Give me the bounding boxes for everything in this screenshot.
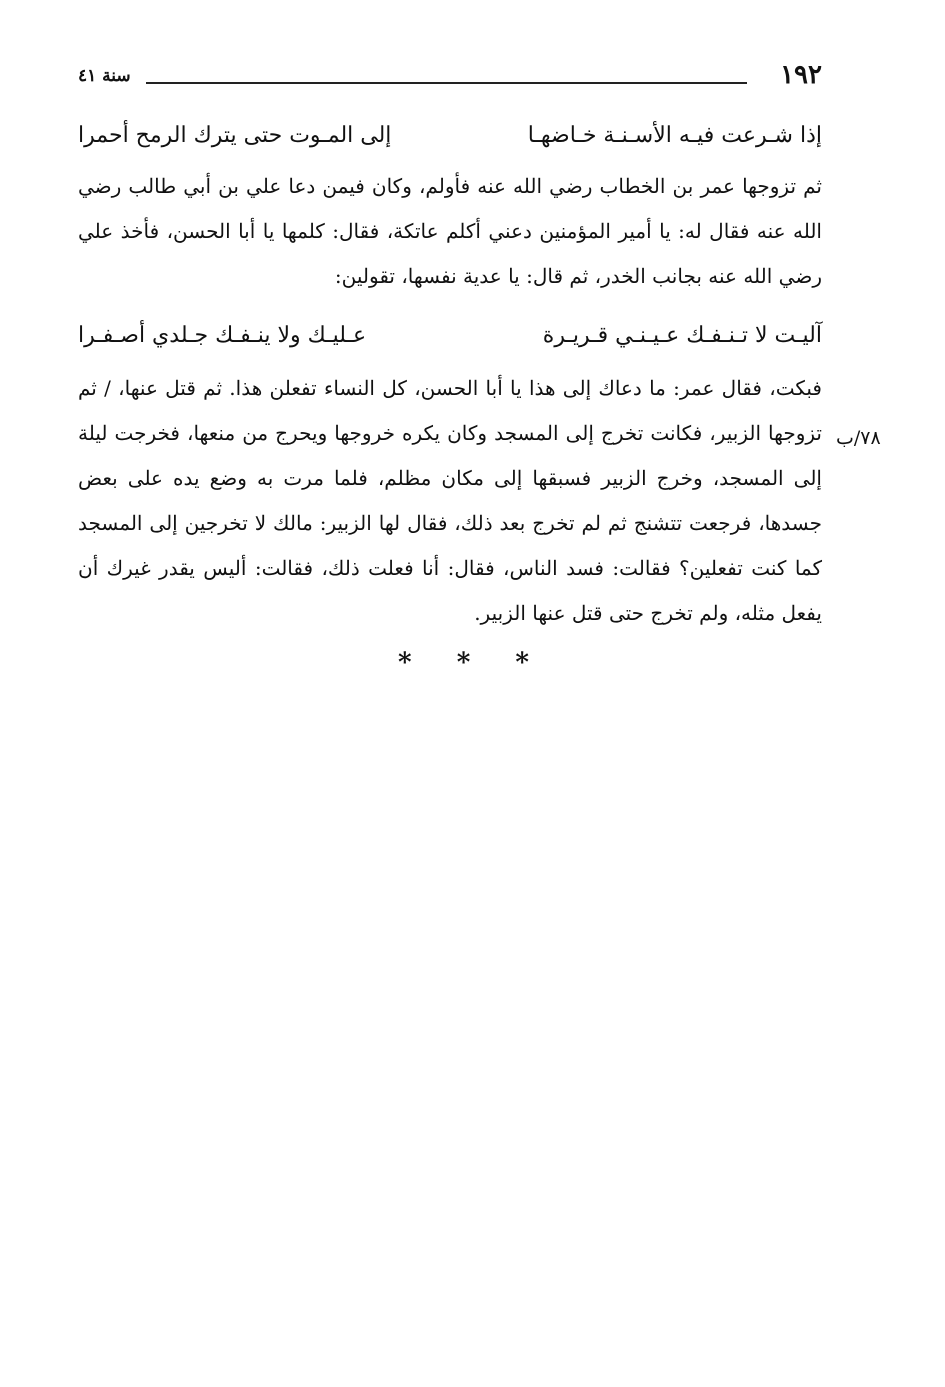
verse-2-first-hemistich: آليـت لا تـنـفـك عـيـنـي قـريـرة (542, 323, 822, 348)
verse-1-first-hemistich: إذا شـرعت فيـه الأسـنـة خـاضهـا (527, 123, 822, 148)
verse-line-1 (78, 116, 822, 156)
verse-line-2 (78, 316, 822, 356)
verse-1-second-hemistich: إلى المـوت حتى يترك الرمح أحمرا (78, 123, 392, 148)
page-header (78, 58, 822, 92)
header-rule (146, 82, 747, 84)
page-number: ١٩٢ (780, 60, 822, 90)
section-end-asterisks: * * * (398, 648, 547, 678)
paragraph-2: فبكت، فقال عمر: ما دعاك إلى هذا يا أبا الحسن، كل النساء تفعلن هذا. ثم قتل عنها، / ثم تزوجها الزبير، فكانت تخرج إلى المسجد وكان يكره خروجها ويحرج من منعها، فخرجت ليلة إلى المسجد، وخرج الزبير فسبقها إلى مكان مظلم، فلما مرت به وضع يده على بعض جسدها، فرجعت تتشنج ثم لم تخرج بعد ذلك، فقال لها الزبير: مالك لا تخرجين إلى المسجد كما كنت تفعلين؟ فقالت: فسد الناس، فقال: أنا فعلت ذلك، فقالت: أليس يقدر غيرك أن يفعل مثله، ولم تخرج حتى قتل عنها الزبير. (78, 376, 822, 625)
running-head: سنة ٤١ (78, 66, 131, 86)
paragraph-1: ثم تزوجها عمر بن الخطاب رضي الله عنه فأولم، وكان فيمن دعا علي بن أبي طالب رضي الله عنه فقال له: يا أمير المؤمنين دعني أكلم عاتكة، فقال: كلمها يا أبا الحسن، فأخذ علي رضي الله عنه بجانب الخدر، ثم قال: يا عدية نفسها، تقولين: (78, 174, 822, 288)
manuscript-folio-note: ٧٨/ب (836, 427, 881, 449)
verse-2-second-hemistich: عـليـك ولا ينـفـك جـلدي أصـفـرا (78, 323, 367, 348)
